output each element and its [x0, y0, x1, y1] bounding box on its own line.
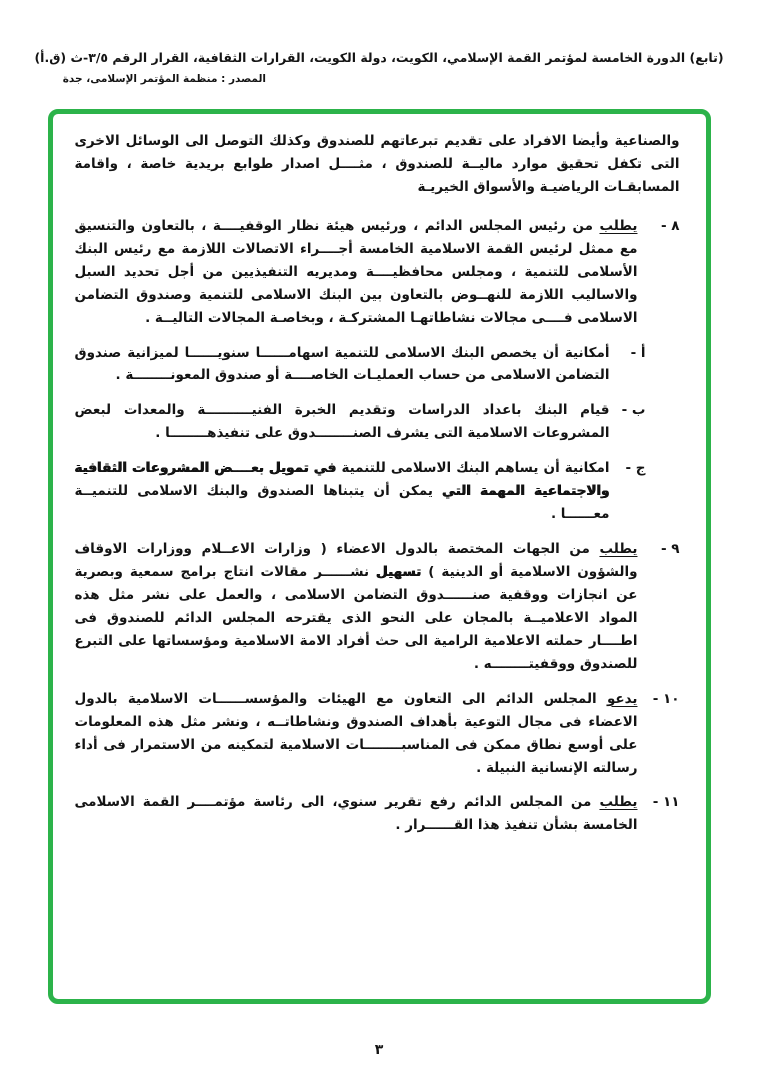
list-subitem-j	[75, 457, 680, 526]
item-text-segment: امكانية أن يساهم البنك الاسلامى للتنمية	[336, 460, 610, 477]
item-text-segment: من المجلس الدائم رفع تقرير سنوي، الى رئاسة مؤتمــــر القمة الاسلامى الخامسة بشأن تنفيذ هذا القــــــرار .	[74, 794, 638, 834]
content-border-box	[48, 109, 711, 1004]
item-text	[75, 791, 638, 837]
header	[0, 50, 758, 85]
item-text	[75, 399, 610, 445]
item-text	[75, 457, 610, 526]
item-number: ب -	[621, 402, 646, 419]
item-number: ١١ -	[652, 794, 680, 811]
item-text-bold: في تمويل بعــــض المشروعات الثقافية والاجتماعية المهمة التي	[74, 460, 610, 500]
intro-paragraph: والصناعية وأيضا الافراد على تقديم تبرعاتهم للصندوق وكذلك التوصل الى الوسائل الاخرى التى تكفل تحقيق موارد ماليــة للصندوق ، مثــــل اصدار طوابع بريدية خاصة ، واقامة المسابقـات الرياضيـة والأسواق الخيريـة	[74, 133, 680, 195]
item-lead-underlined: يدعو	[606, 690, 638, 707]
item-lead-underlined: يطلب	[599, 217, 638, 234]
page-number: ٣	[374, 1042, 384, 1058]
item-text	[75, 538, 638, 676]
item-number: ٨ -	[660, 217, 680, 234]
item-text-segment: المجلس الدائم الى التعاون مع الهيئات والمؤسســــــات الاسلامية بالدول الاعضاء فى مجال التوعية بأهداف الصندوق ونشاطاتــه ، ونشر مثل هذه المعلومات على أوسع نطاق ممكن فى المناسبــــــــات الاسلامية لتمكينه من الاستمرار فى أداء رسالته الإنسانية النبيلة .	[74, 690, 638, 776]
list-subitem-a	[75, 342, 680, 388]
item-text-segment: من الجهات المختصة بالدول الاعضاء ( وزارات الاعــلام ووزارات الاوقاف والشؤون الاسلامية أو الدينية )	[74, 541, 638, 580]
list-item-11	[75, 791, 680, 837]
item-text-segment: قيام البنك باعداد الدراسات وتقديم الخبرة الفنيــــــــــة والمعدات لبعض المشروعات الاسلامية التى يشرف الصنــــــــدوق على تنفيذهــــــــا .	[74, 402, 610, 442]
list-item-9	[75, 538, 680, 676]
item-text	[75, 688, 638, 780]
item-text-segment: من رئيس المجلس الدائم ، ورئيس هيئة نظار الوقفيــــة ، بالتعاون والتنسيق مع ممثل لرئيس القمة الاسلامية الخامسة أجــــراء الاتصالات اللازمة مع رئيس البنك الأسلامى للتنمية ، ومجلس محافظيــــة ومديريه التنفيذيين من أجل تحديد السبل والاساليب اللازمة للنهــوض بالتعاون بين البنك الاسلامى للتنمية وصندوق التضامن الاسلامى فــــى مجالات نشاطاتهـا المشتركـة ، وبخاصـة المجالات التاليــة .	[74, 217, 638, 326]
item-lead-underlined: يطلب	[599, 794, 638, 811]
item-text-segment: أمكانية أن يخصص البنك الاسلامى للتنمية اسهامــــــا سنويــــــا لميزانية صندوق التضامن الاسلامى من حساب العمليـات الخاصــــة أو صندوق المعونــــــــة .	[74, 344, 610, 384]
list-item-10	[75, 688, 680, 780]
item-text	[75, 342, 610, 388]
item-text-bold: تسهيل	[376, 564, 422, 580]
item-text-segment: نشــــــر مقالات انتاج برامج سمعية وبصرية عن انجازات ووقفية صنــــــدوق التضامن الاسلامى ، والعمل على نشر مثل هذه المواد الاعلاميــة بالمجان على النحو الذى يقترحه المجلس الدائم للصندوق فى اطــــار حملته الاعلامية الرامية الى حث أفراد الامة الاسلامية ومؤسساتها على التبرع للصندوق ووقفيتــــــــه .	[74, 564, 638, 672]
header-title: (تابع) الدورة الخامسة لمؤتمر القمة الإسلامي، الكويت، دولة الكويت، القرارات الثقافية، القرار الرقم ٣/٥-ث (ق.أ)	[34, 50, 724, 65]
list-subitem-b	[75, 399, 680, 445]
item-number: ٩ -	[660, 541, 680, 558]
item-lead-underlined: يطلب	[599, 541, 638, 558]
source-line: المصدر : منظمة المؤتمر الإسلامى، جدة	[62, 73, 266, 85]
list-item-8	[75, 215, 680, 330]
item-text	[75, 215, 638, 330]
item-number: ١٠ -	[652, 690, 680, 707]
item-text-segment: يمكن أن يتبناها الصندوق والبنك الاسلامى للتنميــة معــــــا .	[74, 483, 610, 523]
item-number: ج -	[625, 460, 646, 477]
item-number: أ -	[630, 344, 646, 361]
